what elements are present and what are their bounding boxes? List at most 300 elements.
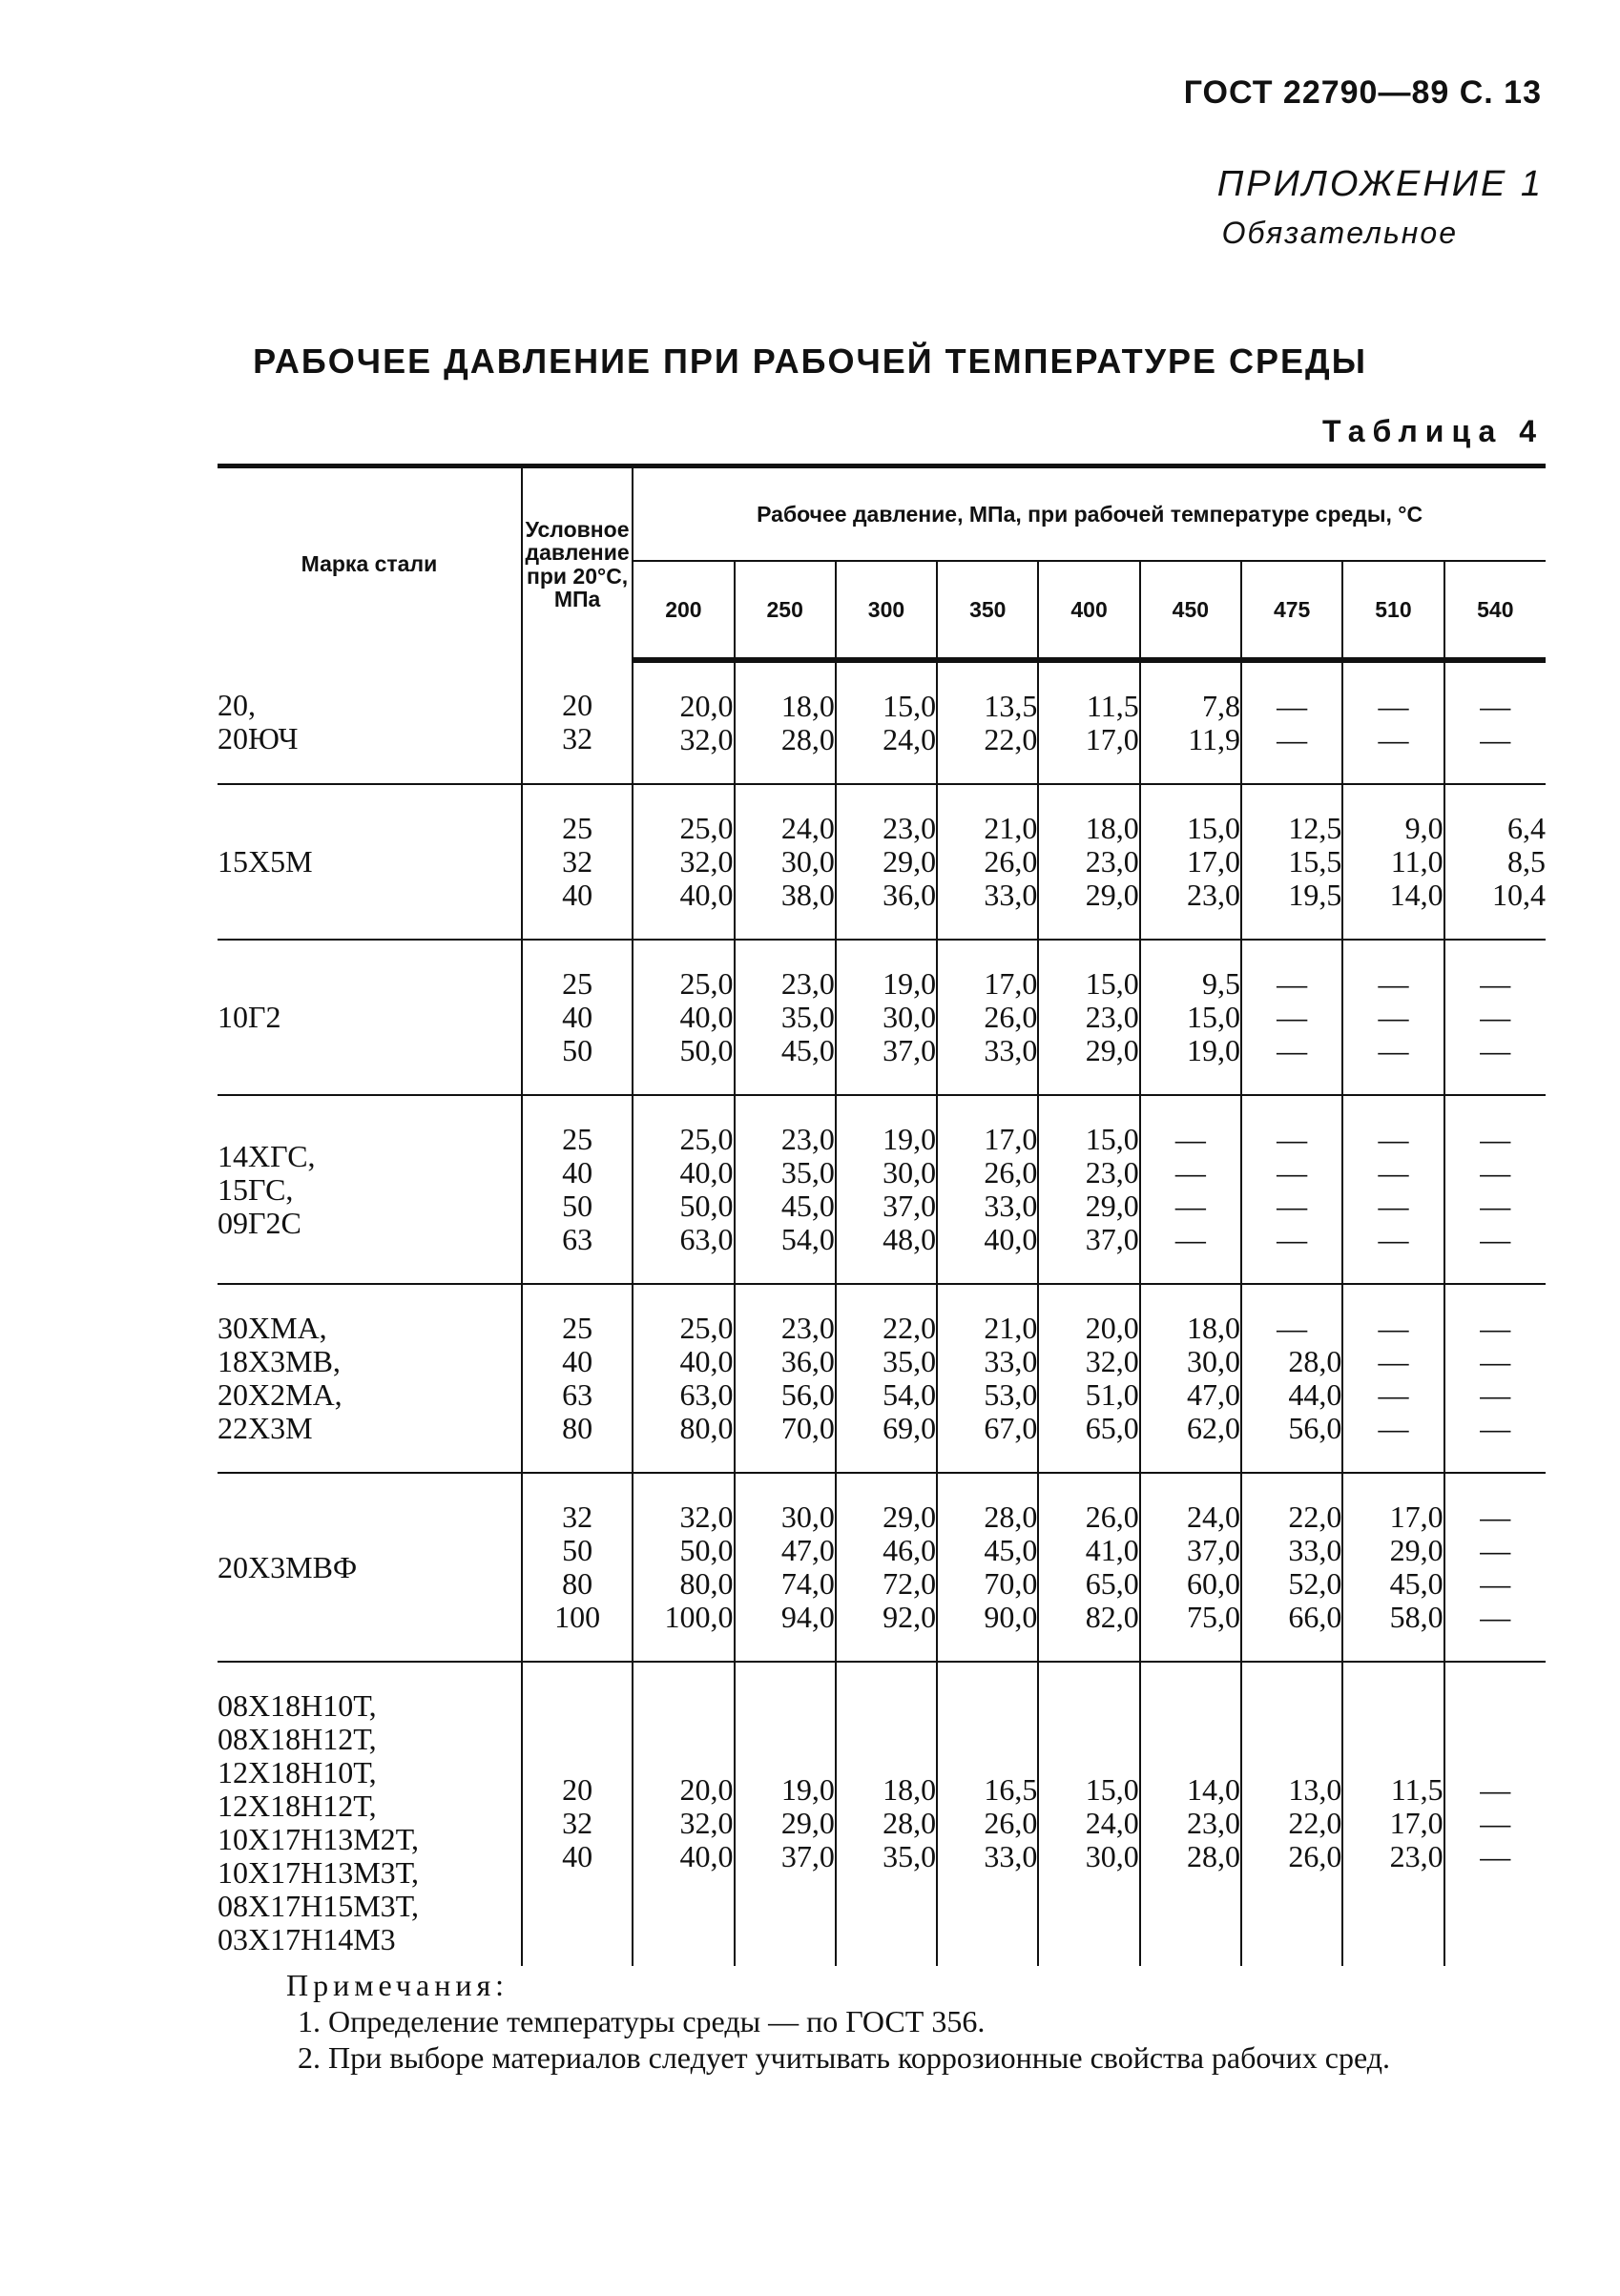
pressure-value: 92,0 [883, 1600, 937, 1634]
pressure-value: 13,5 [984, 689, 1038, 723]
pressure-value: 38,0 [780, 878, 835, 912]
pressure-value: — [1378, 1344, 1409, 1378]
pressure-value: 11,0 [1390, 844, 1443, 879]
pressure-value: 90,0 [984, 1600, 1038, 1634]
pressure-value: 28,0 [780, 722, 835, 756]
pressure-value: 32,0 [679, 1805, 734, 1840]
pressure-value: 35,0 [883, 1838, 937, 1873]
pressure-value: — [1378, 1155, 1409, 1189]
pressure-cell-200 [633, 1473, 734, 1662]
nominal-pressure-value: 25 [562, 1122, 593, 1156]
pressure-cell-200 [633, 940, 734, 1095]
pressure-cell-540 [1444, 660, 1546, 784]
header-temp-300: 300 [836, 561, 937, 660]
pressure-cell-510 [1342, 660, 1443, 784]
pressure-value: 50,0 [679, 1533, 734, 1567]
pressure-cell-475 [1241, 940, 1342, 1095]
pressure-cell-400 [1038, 940, 1139, 1095]
pressure-value: 23,0 [1187, 878, 1241, 912]
steel-grade-cell [218, 1662, 522, 1966]
nominal-pressure-value: 80 [562, 1411, 593, 1445]
pressure-value: 30,0 [780, 844, 835, 879]
pressure-cell-510 [1342, 1095, 1443, 1284]
pressure-value: — [1277, 1189, 1308, 1223]
pressure-cell-510 [1342, 784, 1443, 940]
header-working-pressure: Рабочее давление, МПа, при рабочей температуре среды, °С [633, 466, 1546, 562]
pressure-value: 23,0 [780, 966, 835, 1001]
pressure-value: — [1480, 1533, 1511, 1567]
pressure-value: 32,0 [679, 1500, 734, 1534]
pressure-value: — [1480, 1500, 1511, 1534]
note-item-1: 1. Определение температуры среды — по ГОСТ 356. [298, 2004, 986, 2038]
pressure-value: 45,0 [780, 1189, 835, 1223]
steel-grade: 15Х5М [218, 844, 313, 879]
pressure-value: 67,0 [984, 1411, 1038, 1445]
appendix-label: ПРИЛОЖЕНИЕ 1 [1216, 164, 1544, 204]
pressure-value: 72,0 [883, 1566, 937, 1601]
header-temp-400: 400 [1038, 561, 1139, 660]
pressure-value: — [1480, 1411, 1511, 1445]
pressure-value: 15,0 [1187, 1000, 1241, 1034]
table-row [218, 1662, 1546, 1966]
pressure-value: — [1378, 1411, 1409, 1445]
pressure-value: — [1480, 1033, 1511, 1067]
pressure-value: 13,0 [1288, 1771, 1342, 1807]
pressure-value: 32,0 [679, 844, 734, 879]
steel-grade: 08Х18Н10Т, [218, 1688, 377, 1723]
nominal-pressure-value: 40 [562, 878, 593, 912]
pressure-value: 37,0 [780, 1838, 835, 1873]
pressure-value: 15,0 [1085, 1771, 1139, 1807]
steel-grade: 08Х17Н15М3Т, [218, 1889, 420, 1923]
pressure-value: 32,0 [679, 722, 734, 756]
pressure-cell-400 [1038, 1284, 1139, 1473]
table-caption: Таблица 4 [1321, 414, 1544, 448]
pressure-value: 14,0 [1187, 1771, 1241, 1807]
pressure-value: — [1277, 1000, 1308, 1034]
pressure-value: — [1378, 722, 1409, 756]
pressure-value: 45,0 [780, 1033, 835, 1067]
pressure-value: 26,0 [984, 1805, 1038, 1840]
nominal-pressure-value: 80 [562, 1566, 593, 1601]
pressure-value: 51,0 [1085, 1377, 1139, 1412]
pressure-value: 47,0 [1187, 1377, 1241, 1412]
steel-grade: 14ХГС, [218, 1138, 316, 1173]
pressure-value: 80,0 [679, 1566, 734, 1601]
pressure-value: 65,0 [1085, 1566, 1139, 1601]
pressure-cell-450 [1140, 660, 1241, 784]
note-item-2: 2. При выборе материалов следует учитывать коррозионные свойства рабочих сред. [298, 2040, 1391, 2075]
pressure-cell-450 [1140, 1473, 1241, 1662]
pressure-value: 54,0 [883, 1377, 937, 1412]
pressure-value: 29,0 [1085, 878, 1139, 912]
pressure-value: — [1378, 966, 1409, 1001]
pressure-value: 60,0 [1187, 1566, 1241, 1601]
pressure-cell-350 [937, 784, 1038, 940]
pressure-value: — [1174, 1222, 1206, 1256]
pressure-cell-475 [1241, 1662, 1342, 1966]
nominal-pressure-value: 50 [562, 1533, 593, 1567]
pressure-value: 29,0 [1085, 1189, 1139, 1223]
pressure-value: 19,0 [883, 966, 937, 1001]
table-row [218, 1473, 1546, 1662]
pressure-value: 25,0 [679, 1311, 734, 1345]
pressure-value: 29,0 [883, 844, 937, 879]
page-title: РАБОЧЕЕ ДАВЛЕНИЕ ПРИ РАБОЧЕЙ ТЕМПЕРАТУРЕ СРЕДЫ [253, 341, 1367, 381]
pressure-value: 28,0 [1288, 1344, 1342, 1378]
pressure-cell-540 [1444, 1662, 1546, 1966]
pressure-value: 40,0 [984, 1222, 1038, 1256]
pressure-value: 23,0 [883, 811, 937, 845]
pressure-value: 9,0 [1404, 811, 1443, 845]
notes-title: Примечания: [286, 1968, 509, 2002]
table-header [218, 466, 1546, 661]
pressure-value: 65,0 [1085, 1411, 1139, 1445]
pressure-value: 40,0 [679, 1155, 734, 1189]
pressure-value: 18,0 [780, 689, 835, 723]
pressure-value: — [1480, 1222, 1511, 1256]
pressure-value: 94,0 [780, 1600, 835, 1634]
header-temp-250: 250 [735, 561, 836, 660]
nominal-pressure-value: 25 [562, 1311, 593, 1345]
nominal-pressure-value: 40 [562, 1838, 593, 1873]
pressure-value: 17,0 [1389, 1500, 1443, 1534]
pressure-cell-450 [1140, 784, 1241, 940]
pressure-value: — [1480, 1771, 1511, 1807]
header-nominal-pressure: Условное давление при 20°С, МПа [522, 466, 633, 661]
pressure-cell-540 [1444, 1095, 1546, 1284]
pressure-value: 35,0 [780, 1000, 835, 1034]
pressure-cell-540 [1444, 1284, 1546, 1473]
steel-grade: 20Х3МВФ [218, 1549, 358, 1584]
pressure-value: 12,5 [1288, 811, 1342, 845]
nominal-pressure-cell [522, 660, 633, 784]
pressure-value: 20,0 [679, 689, 734, 723]
nominal-pressure-value: 40 [562, 1000, 593, 1034]
pressure-value: 8,5 [1507, 844, 1546, 879]
pressure-cell-350 [937, 660, 1038, 784]
pressure-value: — [1174, 1155, 1206, 1189]
pressure-value: 14,0 [1389, 878, 1443, 912]
pressure-table [218, 464, 1546, 1966]
nominal-pressure-value: 40 [562, 1155, 593, 1189]
steel-grade-cell [218, 784, 522, 940]
pressure-value: 22,0 [984, 722, 1038, 756]
pressure-value: 33,0 [984, 1189, 1038, 1223]
pressure-cell-400 [1038, 784, 1139, 940]
pressure-value: 37,0 [883, 1033, 937, 1067]
pressure-value: — [1480, 1344, 1511, 1378]
steel-grade: 10Х17Н13М3Т, [218, 1855, 420, 1890]
pressure-value: — [1378, 1222, 1409, 1256]
pressure-value: 40,0 [679, 878, 734, 912]
steel-grade: 12Х18Н12Т, [218, 1789, 377, 1823]
pressure-cell-250 [735, 940, 836, 1095]
pressure-cell-300 [836, 784, 937, 940]
steel-grade-cell [218, 1095, 522, 1284]
pressure-value: 62,0 [1187, 1411, 1241, 1445]
nominal-pressure-cell [522, 784, 633, 940]
pressure-value: 48,0 [883, 1222, 937, 1256]
pressure-value: 28,0 [1187, 1838, 1241, 1873]
pressure-cell-475 [1241, 1095, 1342, 1284]
pressure-value: — [1277, 1311, 1308, 1345]
steel-grade-cell [218, 1473, 522, 1662]
pressure-value: 50,0 [679, 1189, 734, 1223]
steel-grade: 15ГС, [218, 1171, 294, 1207]
nominal-pressure-value: 100 [554, 1600, 601, 1634]
pressure-value: 82,0 [1085, 1600, 1139, 1634]
nominal-pressure-cell [522, 1473, 633, 1662]
header-temp-540: 540 [1444, 561, 1546, 660]
pressure-value: 24,0 [1187, 1500, 1241, 1534]
pressure-cell-200 [633, 1662, 734, 1966]
pressure-value: 70,0 [780, 1411, 835, 1445]
pressure-cell-540 [1444, 940, 1546, 1095]
header-temp-350: 350 [937, 561, 1038, 660]
pressure-cell-400 [1038, 1473, 1139, 1662]
pressure-value: 17,0 [1389, 1805, 1443, 1840]
pressure-cell-450 [1140, 1284, 1241, 1473]
nominal-pressure-value: 63 [562, 1377, 593, 1412]
pressure-value: 19,0 [1187, 1033, 1241, 1067]
pressure-cell-510 [1342, 1284, 1443, 1473]
pressure-value: 66,0 [1288, 1600, 1342, 1634]
pressure-cell-510 [1342, 1473, 1443, 1662]
pressure-value: — [1378, 1377, 1409, 1412]
steel-grade: 12Х18Н10Т, [218, 1755, 377, 1789]
pressure-value: 33,0 [984, 1838, 1038, 1873]
pressure-value: 56,0 [1288, 1411, 1342, 1445]
pressure-value: 46,0 [883, 1533, 937, 1567]
pressure-cell-475 [1241, 1473, 1342, 1662]
nominal-pressure-value: 20 [562, 1771, 593, 1807]
nominal-pressure-value: 25 [562, 811, 593, 845]
pressure-value: 23,0 [1085, 844, 1139, 879]
pressure-value: 17,0 [984, 966, 1038, 1001]
pressure-value: — [1480, 1155, 1511, 1189]
pressure-value: 15,0 [1085, 966, 1139, 1001]
pressure-value: 9,5 [1202, 966, 1241, 1001]
pressure-cell-300 [836, 1284, 937, 1473]
page-header-doc-ref: ГОСТ 22790—89 С. 13 [1183, 74, 1542, 111]
nominal-pressure-value: 63 [562, 1222, 593, 1256]
pressure-value: 45,0 [984, 1533, 1038, 1567]
pressure-value: 15,0 [1187, 811, 1241, 845]
pressure-cell-300 [836, 1662, 937, 1966]
pressure-value: 16,5 [984, 1771, 1038, 1807]
nominal-pressure-cell [522, 940, 633, 1095]
pressure-cell-540 [1444, 784, 1546, 940]
table-row [218, 940, 1546, 1095]
pressure-value: 35,0 [780, 1155, 835, 1189]
pressure-value: 24,0 [1085, 1805, 1139, 1840]
steel-grade: 10Г2 [218, 1000, 281, 1034]
pressure-value: — [1277, 1033, 1308, 1067]
pressure-value: 6,4 [1507, 811, 1546, 845]
pressure-value: — [1277, 966, 1308, 1001]
nominal-pressure-cell [522, 1284, 633, 1473]
pressure-value: 19,0 [883, 1122, 937, 1156]
pressure-cell-400 [1038, 660, 1139, 784]
pressure-value: 23,0 [780, 1311, 835, 1345]
pressure-value: 26,0 [984, 844, 1038, 879]
header-temp-475: 475 [1241, 561, 1342, 660]
pressure-cell-300 [836, 1473, 937, 1662]
pressure-value: 36,0 [780, 1344, 835, 1378]
pressure-value: 25,0 [679, 966, 734, 1001]
pressure-value: 47,0 [780, 1533, 835, 1567]
pressure-value: 20,0 [679, 1771, 734, 1807]
pressure-value: — [1174, 1122, 1206, 1156]
pressure-cell-475 [1241, 660, 1342, 784]
pressure-value: 30,0 [883, 1155, 937, 1189]
pressure-value: 33,0 [984, 1033, 1038, 1067]
steel-grade: 08Х18Н12Т, [218, 1722, 377, 1756]
pressure-value: — [1277, 689, 1308, 723]
pressure-value: — [1480, 1838, 1511, 1873]
table-row [218, 1284, 1546, 1473]
pressure-cell-475 [1241, 784, 1342, 940]
pressure-value: 26,0 [1085, 1500, 1139, 1534]
pressure-value: 29,0 [780, 1805, 835, 1840]
pressure-value: 29,0 [883, 1500, 937, 1534]
pressure-cell-510 [1342, 940, 1443, 1095]
pressure-value: — [1277, 1155, 1308, 1189]
pressure-cell-250 [735, 1284, 836, 1473]
nominal-pressure-value: 32 [562, 720, 593, 755]
pressure-value: — [1174, 1189, 1206, 1223]
pressure-cell-450 [1140, 1662, 1241, 1966]
notes [286, 1967, 1555, 2076]
pressure-value: 24,0 [780, 811, 835, 845]
pressure-value: 15,5 [1288, 844, 1342, 879]
pressure-value: 63,0 [679, 1222, 734, 1256]
pressure-value: — [1378, 1311, 1409, 1345]
pressure-value: 41,0 [1085, 1533, 1139, 1567]
pressure-value: — [1480, 966, 1511, 1001]
steel-grade: 20, [218, 687, 256, 722]
pressure-value: 23,0 [1187, 1805, 1241, 1840]
pressure-value: — [1480, 1311, 1511, 1345]
header-steel-grade: Марка стали [218, 466, 522, 661]
nominal-pressure-value: 40 [562, 1344, 593, 1378]
pressure-value: 40,0 [679, 1000, 734, 1034]
pressure-value: 36,0 [883, 878, 937, 912]
pressure-cell-200 [633, 660, 734, 784]
pressure-cell-250 [735, 1095, 836, 1284]
steel-grade: 03Х17Н14М3 [218, 1922, 396, 1956]
pressure-value: 28,0 [984, 1500, 1038, 1534]
nominal-pressure-value: 32 [562, 1805, 593, 1840]
pressure-value: 15,0 [1085, 1122, 1139, 1156]
pressure-value: 10,4 [1492, 878, 1546, 912]
pressure-value: 22,0 [1288, 1805, 1342, 1840]
pressure-value: 30,0 [883, 1000, 937, 1034]
pressure-value: — [1480, 1566, 1511, 1601]
pressure-value: 23,0 [1085, 1155, 1139, 1189]
pressure-cell-510 [1342, 1662, 1443, 1966]
pressure-cell-350 [937, 1662, 1038, 1966]
pressure-value: 35,0 [883, 1344, 937, 1378]
pressure-value: 19,5 [1288, 878, 1342, 912]
pressure-value: — [1277, 1222, 1308, 1256]
nominal-pressure-value: 32 [562, 1500, 593, 1534]
pressure-value: 100,0 [664, 1600, 734, 1634]
pressure-value: 33,0 [984, 878, 1038, 912]
pressure-cell-300 [836, 660, 937, 784]
pressure-value: — [1277, 722, 1308, 756]
pressure-value: 28,0 [883, 1805, 937, 1840]
nominal-pressure-value: 50 [562, 1189, 593, 1223]
pressure-cell-200 [633, 1095, 734, 1284]
pressure-value: 29,0 [1389, 1533, 1443, 1567]
pressure-value: 30,0 [1187, 1344, 1241, 1378]
pressure-value: 11,5 [1086, 689, 1139, 723]
pressure-value: 18,0 [1085, 811, 1139, 845]
steel-grade-cell [218, 1284, 522, 1473]
pressure-value: — [1378, 1000, 1409, 1034]
pressure-value: — [1480, 689, 1511, 723]
steel-grade-cell [218, 660, 522, 784]
steel-grade: 22Х3М [218, 1411, 313, 1445]
pressure-value: 44,0 [1288, 1377, 1342, 1412]
pressure-value: — [1480, 1000, 1511, 1034]
pressure-cell-350 [937, 1095, 1038, 1284]
pressure-value: 23,0 [1085, 1000, 1139, 1034]
pressure-value: — [1480, 1189, 1511, 1223]
pressure-value: 33,0 [1288, 1533, 1342, 1567]
pressure-value: 11,5 [1390, 1771, 1443, 1807]
steel-grade: 10Х17Н13М2Т, [218, 1822, 420, 1856]
pressure-value: — [1480, 1377, 1511, 1412]
pressure-cell-250 [735, 660, 836, 784]
pressure-value: 17,0 [1187, 844, 1241, 879]
pressure-value: 50,0 [679, 1033, 734, 1067]
nominal-pressure-value: 20 [562, 687, 593, 722]
nominal-pressure-value: 50 [562, 1033, 593, 1067]
pressure-cell-350 [937, 940, 1038, 1095]
pressure-value: 53,0 [984, 1377, 1038, 1412]
pressure-value: 25,0 [679, 811, 734, 845]
pressure-cell-540 [1444, 1473, 1546, 1662]
pressure-cell-350 [937, 1473, 1038, 1662]
pressure-cell-300 [836, 940, 937, 1095]
nominal-pressure-value: 32 [562, 844, 593, 879]
pressure-value: 17,0 [1085, 722, 1139, 756]
pressure-value: — [1480, 1805, 1511, 1840]
pressure-value: 33,0 [984, 1344, 1038, 1378]
table-row [218, 784, 1546, 940]
appendix-type: Обязательное [1221, 216, 1458, 250]
pressure-cell-300 [836, 1095, 937, 1284]
pressure-cell-400 [1038, 1095, 1139, 1284]
pressure-value: 19,0 [780, 1771, 835, 1807]
table-row [218, 1095, 1546, 1284]
pressure-value: 24,0 [883, 722, 937, 756]
pressure-value: 11,9 [1188, 722, 1241, 756]
pressure-value: — [1480, 722, 1511, 756]
pressure-value: 37,0 [1187, 1533, 1241, 1567]
pressure-cell-200 [633, 784, 734, 940]
pressure-value: 23,0 [1389, 1838, 1443, 1873]
steel-grade: 30ХМА, [218, 1311, 327, 1345]
pressure-value: 22,0 [1288, 1500, 1342, 1534]
header-temp-450: 450 [1140, 561, 1241, 660]
pressure-value: 75,0 [1187, 1600, 1241, 1634]
pressure-value: 18,0 [1187, 1311, 1241, 1345]
pressure-value: 69,0 [883, 1411, 937, 1445]
